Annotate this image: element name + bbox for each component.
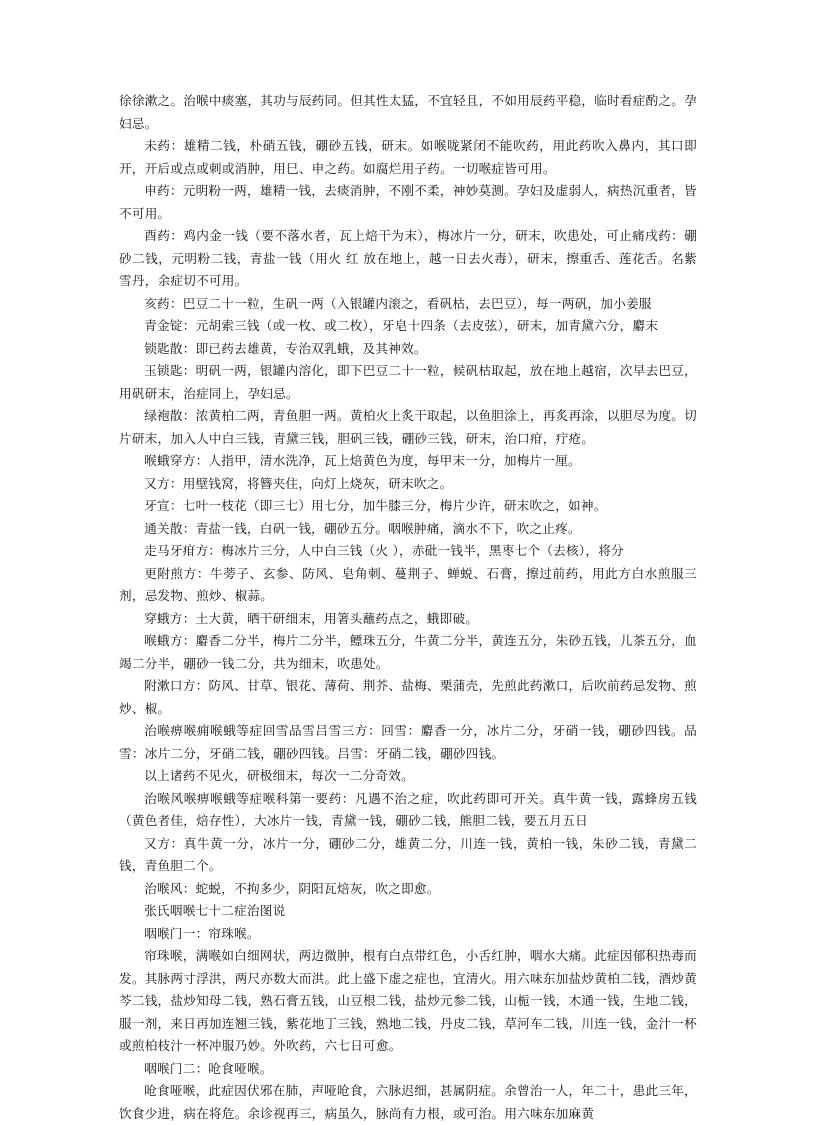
paragraph: 牙宣：七叶一枝花（即三七）用七分，加牛膝三分，梅片少许，研末吹之，如神。 <box>144 498 607 513</box>
paragraph: 青金锭：元胡索三钱（或一枚、或二枚），牙皂十四条（去皮弦），研末，加青黛六分，麝末 <box>144 318 659 333</box>
paragraph: 走马牙疳方：梅冰片三分，人中白三钱（火 ），赤砒一钱半，黑枣七个（去核），将分 <box>144 543 624 558</box>
paragraph: 又方：用壁钱窝，将簪夹住，向灯上烧灰，研末吹之。 <box>144 475 453 491</box>
paragraph: 未药：雄精二钱，朴硝五钱，硼砂五钱，研末。如喉咙紧闭不能吹药，用此药吹入鼻内，其口即开，开后或点或刺或消肿，用巳、申之药。如腐烂用子药。一切喉症皆可用。 <box>119 138 697 176</box>
paragraph: 通关散：青盐一钱，白矾一钱，硼砂五分。咽喉肿痛，滴水不下，吹之止疼。 <box>144 520 581 536</box>
paragraph: 喉蛾穿方：人指甲，清水洗净，瓦上焙黄色为度，每甲末一分，加梅片一厘。 <box>144 453 581 468</box>
paragraph: 穿蛾方：土大黄，晒干研细末，用箸头蘸药点之，蛾即破。 <box>144 610 479 626</box>
document-page <box>119 90 697 1125</box>
paragraph: 帘珠喉，满喉如白细网状，两边微肿，根有白点带红色，小舌红肿，咽水大痛。此症因郁积热毒而发。其脉两寸浮洪，两尺亦数大而洪。此上盛下虚之症也，宜清火。用六味东加盐炒黄柏二钱，酒炒黄芩二钱，盐炒知母二钱，熟石膏五钱，山豆根二钱，盐炒元参二钱，山栀一钱，木通一钱，生地二钱，服一剂，来日再加连翘三钱，紫花地丁三钱，熟地二钱，丹皮二钱，草河车二钱，川连一钱，金汁一杯或煎柏枝汁一杯冲服乃妙。外吹药，六七日可愈。 <box>119 948 697 1053</box>
paragraph: 咽喉门一：帘珠喉。 <box>144 925 260 941</box>
paragraph: 亥药：巴豆二十一粒，生矾一两（入银罐内滚之，看矾枯，去巴豆），每一两矾，加小姜服 <box>144 295 652 311</box>
paragraph: 喉蛾方：麝香二分半，梅片二分半，鳔珠五分，牛黄二分半，黄连五分，朱砂五钱，儿茶五分，血竭二分半，硼砂一钱二分，共为细末，吹患处。 <box>119 633 697 671</box>
paragraph: 徐徐漱之。治喉中痰塞，其功与辰药同。但其性太猛，不宜轻且，不如用辰药平稳，临时看症酌之。孕妇忌。 <box>119 93 697 131</box>
paragraph: 咽喉门二：呛食哑喉。 <box>144 1060 273 1076</box>
paragraph: 以上诸药不见火，研极细末，每次一二分奇效。 <box>144 768 414 783</box>
paragraph: 绿袍散：浓黄柏二两，青鱼胆一两。黄柏火上炙干取起，以鱼胆涂上，再炙再涂，以胆尽为度。切片研末，加入人中白三钱，青黛三钱，胆矾三钱，硼砂三钱，研末，治口疳，疔疮。 <box>119 408 697 446</box>
paragraph: 更附煎方：牛蒡子、玄参、防风、皂角刺、蔓荆子、蝉蜕、石膏，擦过前药，用此方白水煎服三剂，忌发物、煎炒、椒蒜。 <box>119 565 697 603</box>
paragraph: 申药：元明粉一两，雄精一钱，去痰消肿，不刚不柔，神妙莫测。孕妇及虚弱人，病热沉重者，皆不可用。 <box>119 183 697 221</box>
paragraph: 治喉痹喉痈喉蛾等症回雪品雪吕雪三方：回雪：麝香一分，冰片二分，牙硝一钱，硼砂四钱。品雪：冰片二分，牙硝二钱，硼砂四钱。吕雪：牙硝二钱，硼砂四钱。 <box>119 723 697 761</box>
paragraph: 治喉风：蛇蜕，不拘多少，阴阳瓦焙灰，吹之即愈。 <box>144 880 440 896</box>
paragraph: 锁匙散：即已药去雄黄，专治双乳蛾，及其神效。 <box>144 340 427 356</box>
paragraph: 又方：真牛黄一分，冰片一分，硼砂二分，雄黄二分，川连一钱，黄柏一钱，朱砂二钱，青黛二钱，青鱼胆二个。 <box>119 835 697 873</box>
paragraph: 附漱口方：防风、甘草、银花、薄荷、荆芥、盐梅、栗蒲壳，先煎此药漱口，后吹前药忌发物、煎炒、椒。 <box>119 678 697 716</box>
paragraph: 呛食哑喉，此症因伏邪在肺，声哑呛食，六脉迟细，甚属阴症。余曾治一人，年二十，患此三年，饮食少进，病在将危。余诊视再三，病虽久，脉尚有力根，或可治。用六味东加麻黄 <box>119 1083 697 1121</box>
paragraph: 张氏咽喉七十二症治图说 <box>144 903 286 918</box>
paragraph: 治喉风喉痹喉蛾等症喉科第一要药：凡遇不治之症，吹此药即可开关。真牛黄一钱，露蜂房五钱（黄色者佳，焙存性），大冰片一钱，青黛一钱，硼砂二钱，熊胆二钱，要五月五日 <box>119 790 697 828</box>
paragraph: 玉锁匙：明矾一两，银罐内溶化，即下巴豆二十一粒，候矾枯取起，放在地上越宿，次早去巴豆，用矾研末，治症同上，孕妇忌。 <box>119 363 697 401</box>
paragraph: 酉药：鸡内金一钱（要不落水者，瓦上焙干为末），梅冰片一分，研末，吹患处，可止痛戌药：硼砂二钱，元明粉二钱，青盐一钱（用火 红 放在地上，越一日去火毒），研末，擦重舌、莲花舌。名紫雪丹，余症切不可用。 <box>119 228 697 288</box>
